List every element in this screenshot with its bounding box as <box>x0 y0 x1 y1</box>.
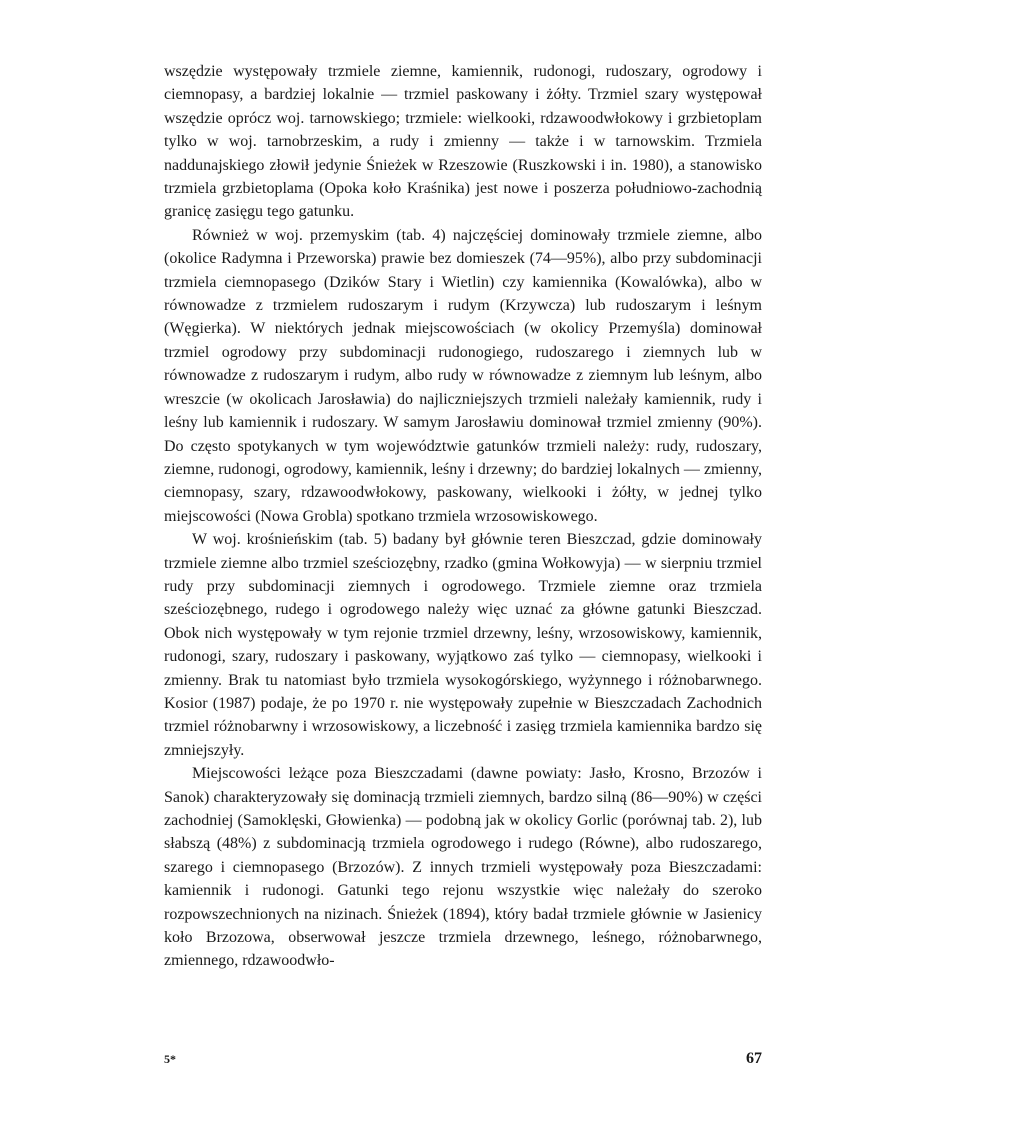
signature-mark: 5* <box>164 1052 176 1066</box>
paragraph-4: Miejscowości leżące poza Bieszczadami (dawne powiaty: Jasło, Krosno, Brzozów i Sanok) charakteryzowały się dominacją trzmieli ziemnych, bardzo silną (86—90%) w części zachodniej (Samoklęski, Głowienka) — podobną jak w okolicy Gorlic (porównaj tab. 2), lub słabszą (48%) z subdominacją trzmiela ogrodowego i rudego (Równe), albo rudoszarego, szarego i ciemnopasego (Brzozów). Z innych trzmieli występowały poza Bieszczadami: kamiennik i rudonogi. Gatunki tego rejonu wszystkie więc należały do szeroko rozpowszechnionych na nizinach. Śnieżek (1894), który badał trzmiele głównie w Jasienicy koło Brzozowa, obserwował jeszcze trzmiela drzewnego, leśnego, różnobarwnego, zmiennego, rdzawoodwło- <box>164 765 762 970</box>
paragraph-2: Również w woj. przemyskim (tab. 4) najczęściej dominowały trzmiele ziemne, albo (okolice Radymna i Przeworska) prawie bez domieszek (74—95%), albo przy subdominacji trzmiela ciemnopasego (Dzików Stary i Wietlin) czy kamiennika (Kowalówka), albo w równowadze z trzmielem rudoszarym i rudym (Krzywcza) lub rudoszarym i leśnym (Węgierka). W niektórych jednak miejscowościach (w okolicy Przemyśla) dominował trzmiel ogrodowy przy subdominacji rudonogiego, rudoszarego i ziemnych lub w równowadze z rudoszarym i rudym, albo rudy w równowadze z ziemnym lub leśnym, albo wreszcie (w okolicach Jarosławia) do najliczniejszych trzmieli należały kamiennik, rudy i leśny lub kamiennik i rudoszary. W samym Jarosławiu dominował trzmiel zmienny (90%). Do często spotykanych w tym województwie gatunków trzmieli należy: rudy, rudoszary, ziemne, rudonogi, ogrodowy, kamiennik, leśny i drzewny; do bardziej lokalnych — zmienny, ciemnopasy, szary, rdzawoodwłokowy, paskowany, wielkooki i żółty, w jednej tylko miejscowości (Nowa Grobla) spotkano trzmiela wrzosowiskowego. <box>164 226 762 525</box>
page-number: 67 <box>746 1050 762 1067</box>
page-footer <box>164 1050 762 1074</box>
paragraph-1: wszędzie występowały trzmiele ziemne, kamiennik, rudonogi, rudoszary, ogrodowy i ciemnopasy, a bardziej lokalnie — trzmiel paskowany i żółty. Trzmiel szary występował wszędzie oprócz woj. tarnowskiego; trzmiele: wielkooki, rdzawoodwłokowy i grzbietoplam tylko w woj. tarnobrzeskim, a rudy i zmienny — także i w tarnowskim. Trzmiela naddunajskiego złowił jedynie Śnieżek w Rzeszowie (Ruszkowski i in. 1980), a stanowisko trzmiela grzbietoplama (Opoka koło Kraśnika) jest nowe i poszerza południowo-zachodnią granicę zasięgu tego gatunku. <box>164 63 762 221</box>
paragraph-3: W woj. krośnieńskim (tab. 5) badany był głównie teren Bieszczad, gdzie dominowały trzmiele ziemne albo trzmiel sześciozębny, rzadko (gmina Wołkowyja) — w sierpniu trzmiel rudy przy subdominacji ziemnych i ogrodowego. Trzmiele ziemne oraz trzmiela sześciozębnego, rudego i ogrodowego należy więc uznać za główne gatunki Bieszczad. Obok nich występowały w tym rejonie trzmiel drzewny, leśny, wrzosowiskowy, kamiennik, rudonogi, szary, rudoszary i paskowany, wyjątkowo zaś tylko — ciemnopasy, wielkooki i zmienny. Brak tu natomiast było trzmiela wysokogórskiego, wyżynnego i różnobarwnego. Kosior (1987) podaje, że po 1970 r. nie występowały zupełnie w Bieszczadach Zachodnich trzmiel różnobarwny i wrzosowiskowy, a liczebność i zasięg trzmiela kamiennika bardzo się zmniejszyły. <box>164 531 762 759</box>
body-text <box>164 60 762 973</box>
